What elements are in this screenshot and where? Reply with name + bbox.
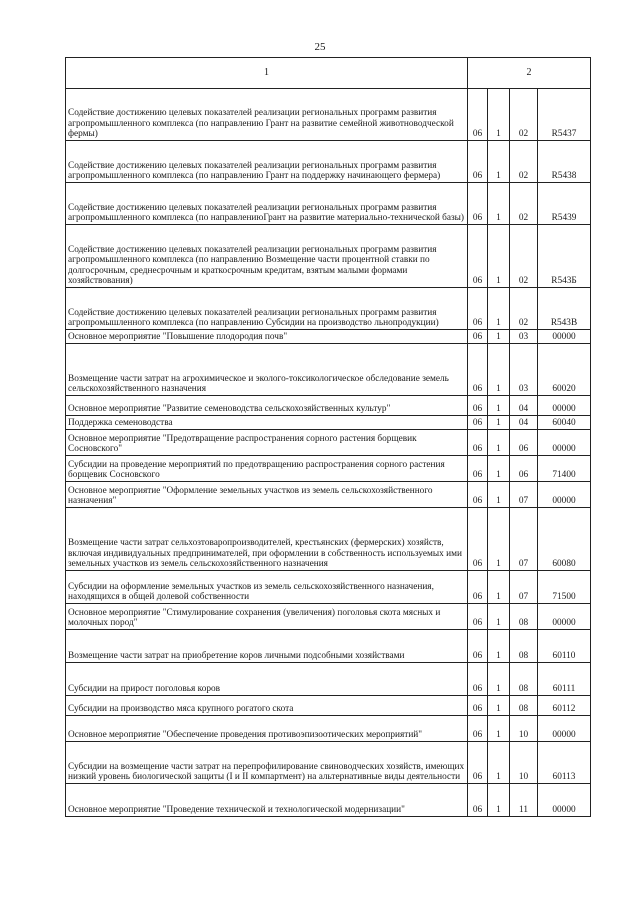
row-code-program: 1 [488,604,510,630]
table-row [66,288,591,330]
row-code-direction: R5439 [538,183,591,225]
table-row [66,141,591,183]
row-name: Содействие достижению целевых показателей реализации региональных программ развития агропромышленного комплекса (по направлению Возмещение части процентной ставки по долгосрочным, среднесрочным и краткосрочным кредитам, взятым малыми формами хозяйствования) [66,225,468,288]
row-name: Основное мероприятие "Оформление земельных участков из земель сельскохозяйственного назначения" [66,482,468,508]
row-code-event: 10 [510,742,538,784]
table-row [66,396,591,416]
row-code-direction: 60113 [538,742,591,784]
table-row [66,89,591,141]
row-name: Основное мероприятие "Стимулирование сохранения (увеличения) поголовья скота мясных и молочных пород" [66,604,468,630]
header-col-2: 2 [468,58,591,89]
table-row [66,183,591,225]
row-code-section: 06 [468,663,488,696]
table-row [66,482,591,508]
table-row [66,696,591,716]
row-code-direction: 60080 [538,508,591,571]
row-code-direction: 00000 [538,784,591,817]
row-name: Содействие достижению целевых показателей реализации региональных программ развития агропромышленного комплекса (по направлению Субсидии на производство льнопродукции) [66,288,468,330]
row-code-program: 1 [488,482,510,508]
table-row [66,416,591,430]
row-name: Поддержка семеноводства [66,416,468,430]
row-code-event: 07 [510,482,538,508]
table-row [66,630,591,663]
row-code-section: 06 [468,571,488,604]
row-code-program: 1 [488,344,510,396]
row-code-event: 07 [510,508,538,571]
row-name: Возмещение части затрат на агрохимическое и эколого-токсикологическое обследование земель сельскохозяйственного назначения [66,344,468,396]
table-row [66,571,591,604]
row-code-direction: R543В [538,288,591,330]
row-code-section: 06 [468,604,488,630]
row-code-section: 06 [468,416,488,430]
row-code-program: 1 [488,456,510,482]
row-code-program: 1 [488,330,510,344]
row-name: Содействие достижению целевых показателей реализации региональных программ развития агропромышленного комплекса (по направлению Грант на поддержку начинающего фермера) [66,141,468,183]
row-name: Основное мероприятие "Проведение технической и технологической модернизации" [66,784,468,817]
row-code-section: 06 [468,89,488,141]
row-code-event: 03 [510,344,538,396]
row-code-program: 1 [488,89,510,141]
row-code-direction: 71400 [538,456,591,482]
table-row [66,663,591,696]
row-code-event: 08 [510,663,538,696]
row-name: Субсидии на прирост поголовья коров [66,663,468,696]
row-code-section: 06 [468,742,488,784]
table-row [66,430,591,456]
row-code-section: 06 [468,456,488,482]
row-code-event: 03 [510,330,538,344]
table-row [66,225,591,288]
row-code-event: 07 [510,571,538,604]
row-name: Субсидии на производство мяса крупного рогатого скота [66,696,468,716]
table-row [66,456,591,482]
row-code-section: 06 [468,508,488,571]
row-code-section: 06 [468,784,488,817]
row-code-event: 11 [510,784,538,817]
row-code-event: 08 [510,604,538,630]
row-code-section: 06 [468,141,488,183]
table-header-row [66,58,591,89]
row-code-section: 06 [468,716,488,742]
row-name: Основное мероприятие "Развитие семеноводства сельскохозяйственных культур" [66,396,468,416]
row-code-event: 02 [510,288,538,330]
row-name: Основное мероприятие "Обеспечение проведения противоэпизоотических мероприятий" [66,716,468,742]
row-code-event: 10 [510,716,538,742]
row-code-program: 1 [488,141,510,183]
header-col-1: 1 [66,58,468,89]
table-row [66,604,591,630]
row-code-program: 1 [488,742,510,784]
row-code-event: 02 [510,141,538,183]
row-code-program: 1 [488,430,510,456]
row-name: Возмещение части затрат сельхозтоваропроизводителей, крестьянских (фермерских) хозяйств, включая индивидуальных предпринимателей, при оформлении в собственность используемых ими земельных участков из земель сельскохозяйственного назначения [66,508,468,571]
row-code-program: 1 [488,696,510,716]
row-code-direction: 00000 [538,716,591,742]
row-code-event: 06 [510,430,538,456]
table-row [66,330,591,344]
row-code-section: 06 [468,482,488,508]
row-code-section: 06 [468,330,488,344]
row-code-program: 1 [488,784,510,817]
budget-classification-table [65,57,591,817]
row-code-event: 02 [510,225,538,288]
row-name: Субсидии на оформление земельных участков из земель сельскохозяйственного назначения, находящихся в общей долевой собственности [66,571,468,604]
row-code-program: 1 [488,508,510,571]
table-row [66,742,591,784]
table-row [66,508,591,571]
table-row [66,784,591,817]
row-code-section: 06 [468,630,488,663]
row-code-direction: 60111 [538,663,591,696]
row-code-direction: 00000 [538,330,591,344]
row-code-direction: 00000 [538,482,591,508]
row-code-section: 06 [468,183,488,225]
row-code-direction: 60112 [538,696,591,716]
row-code-program: 1 [488,396,510,416]
row-name: Возмещение части затрат на приобретение коров личными подсобными хозяйствами [66,630,468,663]
row-code-direction: 71500 [538,571,591,604]
row-code-direction: R543Б [538,225,591,288]
row-code-section: 06 [468,344,488,396]
row-code-event: 02 [510,183,538,225]
row-code-direction: R5437 [538,89,591,141]
page-number: 25 [314,41,326,53]
row-code-program: 1 [488,416,510,430]
row-code-direction: 60110 [538,630,591,663]
table-row [66,344,591,396]
row-code-event: 02 [510,89,538,141]
row-code-program: 1 [488,225,510,288]
row-code-section: 06 [468,396,488,416]
row-code-direction: 00000 [538,396,591,416]
row-code-section: 06 [468,225,488,288]
row-code-direction: R5438 [538,141,591,183]
row-code-program: 1 [488,630,510,663]
row-code-program: 1 [488,663,510,696]
row-code-event: 08 [510,630,538,663]
row-code-program: 1 [488,183,510,225]
row-code-program: 1 [488,716,510,742]
row-code-direction: 60020 [538,344,591,396]
row-name: Содействие достижению целевых показателей реализации региональных программ развития агропромышленного комплекса (по направлению Грант на развитие семейной животноводческой фермы) [66,89,468,141]
row-code-event: 08 [510,696,538,716]
table-row [66,716,591,742]
row-name: Содействие достижению целевых показателей реализации региональных программ развития агропромышленного комплекса (по направлениюГрант на развитие материально-технической базы) [66,183,468,225]
row-name: Субсидии на проведение мероприятий по предотвращению распространения сорного растения борщевик Сосновского [66,456,468,482]
row-code-section: 06 [468,696,488,716]
row-name: Субсидии на возмещение части затрат на перепрофилирование свиноводческих хозяйств, имеющих низкий уровень биологической защиты (I и II компартмент) на альтернативные виды деятельности [66,742,468,784]
row-code-program: 1 [488,571,510,604]
row-code-event: 04 [510,396,538,416]
row-name: Основное мероприятие "Повышение плодородия почв" [66,330,468,344]
row-code-program: 1 [488,288,510,330]
row-code-event: 04 [510,416,538,430]
row-code-section: 06 [468,288,488,330]
row-code-direction: 60040 [538,416,591,430]
row-code-event: 06 [510,456,538,482]
row-name: Основное мероприятие "Предотвращение распространения сорного растения борщевик Сосновского" [66,430,468,456]
row-code-section: 06 [468,430,488,456]
row-code-direction: 00000 [538,430,591,456]
row-code-direction: 00000 [538,604,591,630]
